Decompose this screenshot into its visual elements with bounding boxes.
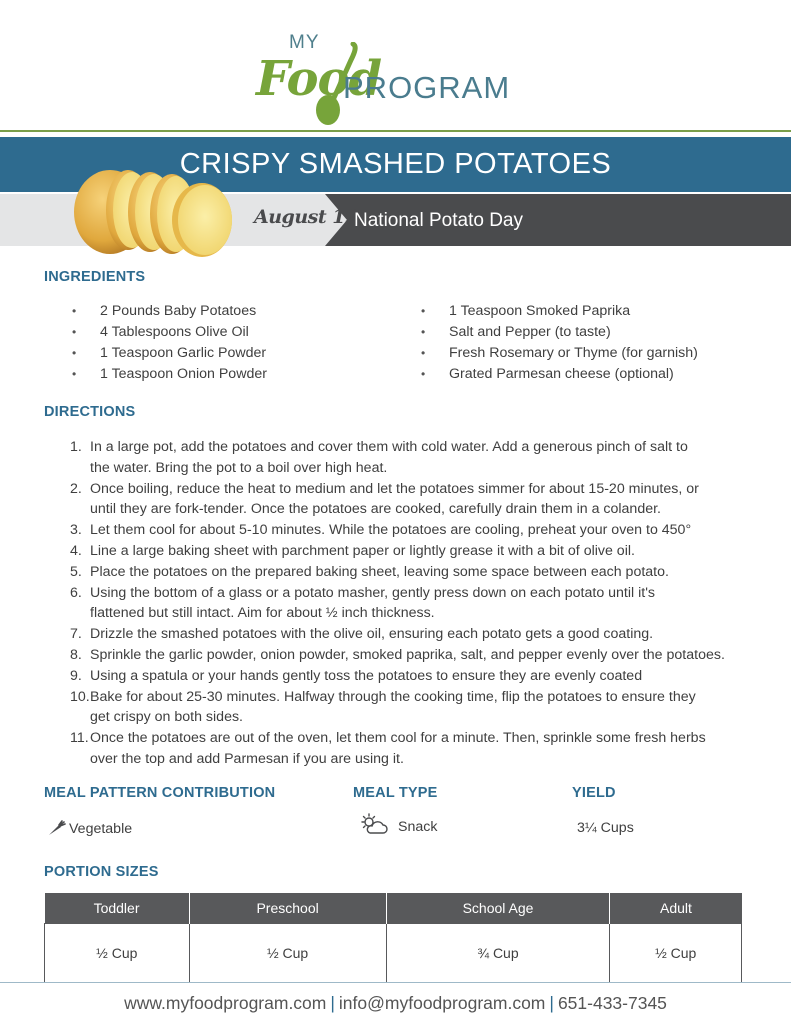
direction-step (70, 645, 750, 666)
yield-value: 3¼ Cups (577, 820, 634, 836)
portion-header-toddler: Toddler (45, 893, 190, 923)
event-date: August 19 (254, 206, 358, 228)
ingredients-heading: INGREDIENTS (44, 269, 146, 285)
portion-value-preschool: ½ Cup (189, 923, 386, 982)
step-text-line: Place the potatoes on the prepared baking sheet, leaving some space between each potato. (90, 563, 669, 580)
portion-value-toddler: ½ Cup (45, 923, 190, 982)
meal-type-value: Snack (398, 819, 438, 835)
step-text-line: get crispy on both sides. (90, 709, 243, 726)
directions-heading: DIRECTIONS (44, 404, 136, 420)
direction-step (70, 687, 750, 729)
header-rule (0, 130, 791, 132)
footer-phone: 651-433-7345 (557, 993, 667, 1013)
portion-header-row (45, 893, 742, 923)
step-text-line: Once the potatoes are out of the oven, let them cool for a minute. Then, sprinkle some fresh herbs (90, 730, 706, 747)
step-text-line: Let them cool for about 5-10 minutes. While the potatoes are cooling, preheat your oven to 450° (90, 522, 692, 539)
step-number: 6. (70, 584, 82, 601)
ingredient-item: • 2 Pounds Baby Potatoes (72, 301, 267, 322)
step-number: 8. (70, 646, 82, 663)
step-number: 7. (70, 626, 82, 643)
direction-step (70, 479, 750, 521)
portion-header-school-age: School Age (386, 893, 610, 923)
step-text-line: over the top and add Parmesan if you are using it. (90, 750, 404, 767)
meal-pattern-value: Vegetable (69, 821, 133, 837)
ingredient-item: • 1 Teaspoon Garlic Powder (72, 343, 267, 364)
direction-step (70, 437, 750, 479)
direction-step (70, 624, 750, 645)
ingredient-item: • 1 Teaspoon Onion Powder (72, 364, 267, 385)
step-text-line: Using the bottom of a glass or a potato masher, gently press down on each potato until it's (90, 584, 656, 601)
ingredient-item: • 1 Teaspoon Smoked Paprika (421, 301, 698, 322)
portion-table (44, 893, 742, 983)
step-number: 5. (70, 563, 82, 580)
step-number: 1. (70, 439, 82, 455)
portion-header-adult: Adult (610, 893, 742, 923)
logo-my: MY (289, 32, 320, 53)
directions-list (70, 437, 750, 770)
step-number: 4. (70, 542, 82, 559)
step-number: 9. (70, 667, 82, 684)
step-number: 11. (70, 730, 89, 747)
portion-value-row (45, 923, 742, 982)
direction-step (70, 583, 750, 625)
step-text-line: flattened but still intact. Aim for about ½ inch thickness. (90, 605, 435, 622)
footer-website-link[interactable]: www.myfoodprogram.com (124, 993, 327, 1013)
ingredient-item: • Fresh Rosemary or Thyme (for garnish) (421, 343, 698, 364)
step-number: 10. (70, 688, 90, 705)
footer-separator: | (549, 993, 554, 1013)
event-name: National Potato Day (354, 210, 523, 231)
carrot-icon (48, 820, 66, 836)
ingredients-list-right (421, 301, 698, 385)
footer-separator: | (330, 993, 335, 1013)
footer-email-link[interactable]: info@myfoodprogram.com (338, 993, 546, 1013)
yield-heading: YIELD (572, 785, 616, 801)
step-text-line: Drizzle the smashed potatoes with the olive oil, ensuring each potato gets a good coating. (90, 626, 654, 643)
ingredients-list-left (72, 301, 267, 385)
meal-type-heading: MEAL TYPE (353, 785, 438, 801)
logo-program: PROGRAM (343, 70, 511, 105)
step-text-line: In a large pot, add the potatoes and cover them with cold water. Add a generous pinch of salt to (90, 439, 688, 455)
step-number: 3. (70, 522, 82, 539)
ingredient-item: • Grated Parmesan cheese (optional) (421, 364, 698, 385)
direction-step (70, 666, 750, 687)
portion-value-school-age: ¾ Cup (386, 923, 610, 982)
step-text-line: Sprinkle the garlic powder, onion powder, smoked paprika, salt, and pepper evenly over the potatoes. (90, 646, 725, 663)
step-text-line: the water. Bring the pot to a boil over high heat. (90, 459, 388, 476)
step-text-line: Using a spatula or your hands gently toss the potatoes to ensure they are evenly coated (90, 667, 643, 684)
meal-pattern-heading: MEAL PATTERN CONTRIBUTION (44, 785, 276, 801)
step-text-line: Once boiling, reduce the heat to medium and let the potatoes simmer for about 15-20 minutes, or (90, 480, 699, 497)
step-text-line: Line a large baking sheet with parchment paper or lightly grease it with a bit of olive oil. (90, 542, 635, 559)
direction-step (70, 728, 750, 770)
ingredient-item: • Salt and Pepper (to taste) (421, 322, 698, 343)
potato-illustration (72, 166, 237, 258)
logo-food: Food (256, 51, 382, 107)
step-text-line: Bake for about 25-30 minutes. Halfway through the cooking time, flip the potatoes to ensure they (90, 688, 696, 705)
cloud-sun-icon (360, 813, 388, 835)
footer-rule (0, 982, 791, 983)
footer (0, 993, 791, 1014)
step-number: 2. (70, 480, 82, 497)
portion-header-preschool: Preschool (189, 893, 386, 923)
portion-value-adult: ½ Cup (610, 923, 742, 982)
recipe-title: CRISPY SMASHED POTATOES (179, 148, 612, 180)
step-text-line: until they are fork-tender. Once the potatoes are cooked, carefully drain them in a colander. (90, 501, 661, 518)
direction-step (70, 520, 750, 541)
ingredient-item: • 4 Tablespoons Olive Oil (72, 322, 267, 343)
direction-step (70, 541, 750, 562)
portion-sizes-heading: PORTION SIZES (44, 864, 159, 880)
direction-step (70, 562, 750, 583)
